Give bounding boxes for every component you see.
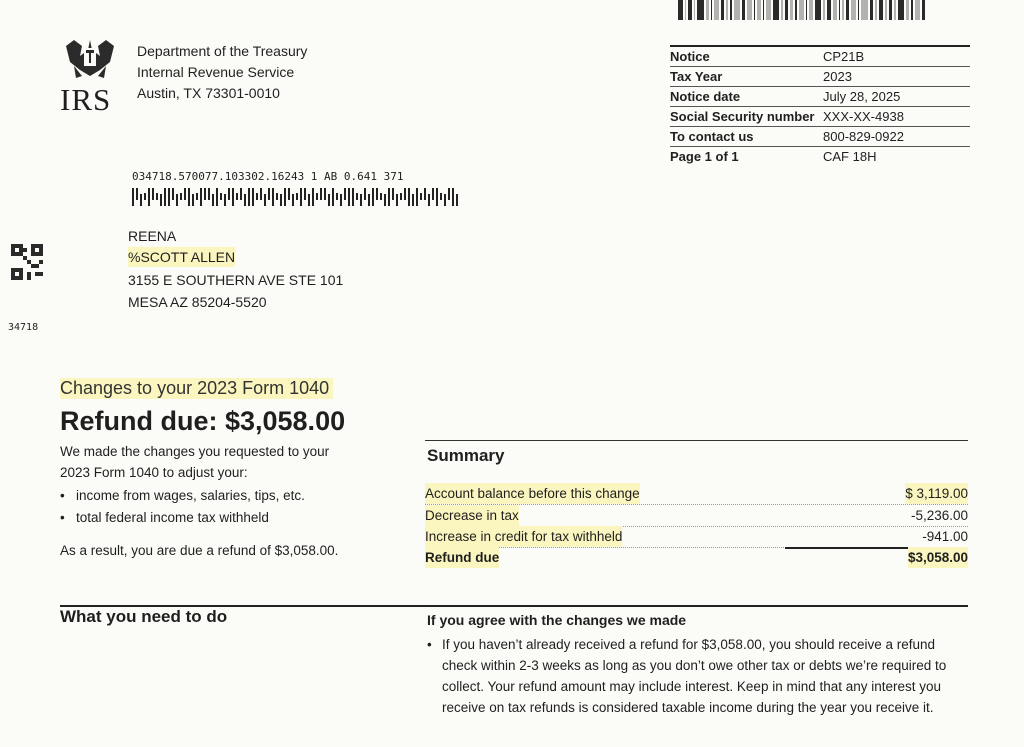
barcode-bar	[678, 0, 683, 20]
barcode-bar	[879, 0, 884, 20]
side-number: 34718	[8, 322, 39, 333]
postal-barcode	[132, 186, 497, 206]
summary-row	[425, 483, 968, 505]
barcode-bar	[911, 0, 913, 20]
agency-service: Internal Revenue Service	[137, 64, 295, 80]
barcode-bar	[296, 193, 298, 200]
barcode-bar	[711, 0, 713, 20]
refund-result-text: As a result, you are due a refund of $3,058.00.	[60, 543, 339, 558]
ssn-row	[670, 107, 970, 127]
barcode-bar	[795, 0, 797, 20]
what-to-do-title: What you need to do	[60, 607, 228, 626]
barcode-bar	[284, 188, 286, 206]
barcode-bar	[842, 0, 844, 20]
barcode-bar	[368, 194, 370, 206]
barcode-bar	[858, 0, 860, 20]
barcode-bar	[252, 188, 254, 206]
barcode-bar	[328, 194, 330, 206]
barcode-bar	[232, 188, 234, 206]
barcode-bar	[870, 0, 873, 20]
notice-date-row	[670, 87, 970, 107]
barcode-bar	[168, 188, 170, 206]
barcode-bar	[312, 188, 314, 206]
barcode-bar	[851, 0, 856, 20]
barcode-bar	[188, 188, 190, 206]
barcode-bar	[875, 0, 877, 20]
barcode-bar	[376, 188, 378, 200]
barcode-bar	[372, 188, 374, 206]
contact-label: To contact us	[670, 129, 754, 144]
barcode-bar	[757, 0, 760, 20]
barcode-bar	[260, 188, 262, 200]
barcode-bar	[348, 188, 350, 206]
intro-line-1: We made the changes you requested to your	[60, 444, 330, 459]
barcode-bar	[268, 188, 270, 200]
barcode-bar	[400, 193, 402, 200]
barcode-bar	[440, 193, 442, 200]
page-row	[670, 147, 970, 166]
list-item	[60, 508, 269, 528]
changes-title: Changes to your 2023 Form 1040	[60, 378, 333, 399]
barcode-bar	[436, 188, 438, 206]
recipient-city: MESA AZ 85204-5520	[128, 294, 267, 310]
caf-code: CAF 18H	[823, 149, 877, 164]
bullet-icon: •	[427, 637, 432, 652]
recipient-street: 3155 E SOUTHERN AVE STE 101	[128, 272, 344, 288]
barcode-bar	[280, 194, 282, 206]
irs-logo-text: IRS	[60, 82, 112, 117]
barcode-bar	[894, 0, 896, 20]
barcode-bar	[220, 193, 222, 200]
barcode-bar	[224, 194, 226, 206]
barcode-bar	[228, 188, 230, 200]
barcode-bar	[898, 0, 904, 20]
barcode-bar	[304, 188, 306, 200]
barcode-bar	[408, 188, 410, 206]
barcode-bar	[160, 194, 162, 206]
barcode-bar	[790, 0, 793, 20]
barcode-bar	[404, 188, 406, 200]
bullet-icon: •	[60, 488, 65, 503]
barcode-bar	[344, 188, 346, 200]
barcode-bar	[706, 0, 709, 20]
barcode-bar	[773, 0, 779, 20]
barcode-bar	[763, 0, 765, 20]
agency-department: Department of the Treasury	[137, 43, 308, 59]
barcode-bar	[799, 0, 804, 20]
agree-instructions	[427, 634, 957, 718]
barcode-bar	[714, 0, 719, 20]
summary-label: Increase in credit for tax withheld	[425, 526, 622, 547]
barcode-bar	[785, 0, 788, 20]
top-barcode	[678, 0, 1018, 20]
barcode-bar	[730, 0, 732, 20]
barcode-bar	[823, 0, 825, 20]
barcode-bar	[308, 194, 310, 206]
barcode-bar	[180, 193, 182, 200]
barcode-bar	[384, 194, 386, 206]
barcode-bar	[316, 193, 318, 200]
summary-top-rule	[425, 440, 968, 441]
mail-id: 034718.570077.103302.16243 1 AB 0.641 371	[132, 170, 404, 183]
barcode-bar	[332, 188, 334, 206]
barcode-bar	[156, 193, 158, 200]
barcode-bar	[364, 188, 366, 200]
summary-label: Decrease in tax	[425, 505, 519, 526]
barcode-bar	[340, 194, 342, 206]
barcode-bar	[240, 188, 242, 200]
barcode-bar	[416, 188, 418, 206]
barcode-bar	[320, 188, 322, 200]
barcode-bar	[172, 188, 174, 200]
barcode-bar	[889, 0, 892, 20]
barcode-bar	[248, 188, 250, 206]
barcode-bar	[747, 0, 752, 20]
barcode-bar	[448, 188, 450, 200]
tax-year-row	[670, 67, 970, 87]
barcode-bar	[152, 188, 154, 200]
barcode-bar	[164, 188, 166, 206]
barcode-bar	[432, 188, 434, 200]
barcode-bar	[140, 194, 142, 206]
barcode-bar	[144, 193, 146, 200]
barcode-bar	[200, 188, 202, 206]
barcode-bar	[726, 0, 728, 20]
notice-info-table	[670, 45, 970, 166]
barcode-bar	[276, 193, 278, 200]
barcode-bar	[906, 0, 909, 20]
notice-row	[670, 45, 970, 67]
summary-total-row	[425, 547, 968, 568]
summary-total-label: Refund due	[425, 547, 499, 568]
ssn-label: Social Security number	[670, 109, 815, 124]
barcode-bar	[734, 0, 740, 20]
barcode-bar	[272, 188, 274, 206]
barcode-bar	[833, 0, 836, 20]
bullet-icon: •	[60, 510, 65, 525]
barcode-bar	[216, 188, 218, 206]
barcode-bar	[412, 194, 414, 206]
intro-line-2: 2023 Form 1040 to adjust your:	[60, 465, 248, 480]
barcode-bar	[444, 194, 446, 206]
agree-title: If you agree with the changes we made	[427, 612, 687, 628]
barcode-bar	[428, 194, 430, 206]
list-item-text: total federal income tax withheld	[76, 510, 269, 525]
barcode-bar	[839, 0, 841, 20]
recipient-care-of: %SCOTT ALLEN	[128, 249, 236, 265]
notice-label: Notice	[670, 49, 710, 64]
barcode-bar	[420, 193, 422, 200]
barcode-bar	[336, 193, 338, 200]
barcode-bar	[292, 194, 294, 206]
barcode-bar	[688, 0, 691, 20]
barcode-bar	[815, 0, 821, 20]
barcode-bar	[360, 194, 362, 206]
barcode-bar	[392, 188, 394, 200]
barcode-bar	[196, 193, 198, 200]
recipient-name: REENA	[128, 228, 177, 244]
barcode-bar	[424, 188, 426, 200]
summary-title: Summary	[427, 446, 505, 465]
barcode-bar	[685, 0, 687, 20]
barcode-bar	[212, 194, 214, 206]
summary-amount: -941.00	[922, 529, 968, 544]
barcode-bar	[754, 0, 756, 20]
barcode-bar	[148, 188, 150, 206]
barcode-bar	[324, 188, 326, 200]
tax-year-value: 2023	[823, 69, 852, 84]
barcode-bar	[809, 0, 812, 20]
page-number: Page 1 of 1	[670, 149, 739, 164]
contact-phone: 800-829-0922	[823, 129, 904, 144]
barcode-bar	[184, 188, 186, 200]
notice-value: CP21B	[823, 49, 865, 64]
notice-date-label: Notice date	[670, 89, 741, 104]
barcode-bar	[244, 194, 246, 206]
barcode-bar	[885, 0, 887, 20]
list-item	[60, 486, 305, 506]
barcode-bar	[356, 193, 358, 200]
barcode-bar	[396, 194, 398, 206]
barcode-bar	[388, 188, 390, 206]
barcode-bar	[452, 188, 454, 206]
barcode-bar	[352, 188, 354, 206]
barcode-bar	[694, 0, 696, 20]
qr-code-icon	[11, 244, 43, 280]
summary-row	[425, 505, 968, 527]
barcode-bar	[132, 188, 134, 206]
barcode-bar	[861, 0, 867, 20]
contact-row	[670, 127, 970, 147]
barcode-bar	[922, 0, 925, 20]
barcode-bar	[721, 0, 724, 20]
barcode-bar	[176, 194, 178, 206]
barcode-bar	[208, 188, 210, 200]
list-item-text: income from wages, salaries, tips, etc.	[76, 488, 305, 503]
barcode-bar	[380, 193, 382, 200]
ssn-value: XXX-XX-4938	[823, 109, 904, 124]
summary-label: Account balance before this change	[425, 483, 640, 504]
summary-amount: $ 3,119.00	[905, 483, 968, 504]
barcode-bar	[915, 0, 920, 20]
barcode-bar	[300, 188, 302, 206]
barcode-bar	[806, 0, 808, 20]
refund-headline: Refund due: $3,058.00	[60, 406, 346, 436]
notice-date-value: July 28, 2025	[823, 89, 901, 104]
barcode-bar	[697, 0, 703, 20]
barcode-bar	[264, 194, 266, 206]
barcode-bar	[236, 193, 238, 200]
barcode-bar	[846, 0, 849, 20]
barcode-bar	[288, 188, 290, 200]
barcode-bar	[456, 194, 458, 206]
barcode-bar	[742, 0, 745, 20]
barcode-bar	[204, 188, 206, 200]
barcode-bar	[781, 0, 783, 20]
agree-text: If you haven’t already received a refund for $3,058.00, you should receive a refund check within 2-3 weeks as long as you don’t owe other tax or debts we’re required to collect. Your refund amount may include interest. Keep in mind that any interest you receive on tax refunds is considered taxable income during the year you receive it.	[442, 637, 947, 715]
summary-total-amount: $3,058.00	[908, 547, 968, 568]
barcode-bar	[136, 188, 138, 200]
agency-address: Austin, TX 73301-0010	[137, 85, 280, 101]
barcode-bar	[192, 194, 194, 206]
tax-year-label: Tax Year	[670, 69, 723, 84]
barcode-bar	[256, 193, 258, 200]
summary-amount: -5,236.00	[910, 508, 968, 523]
barcode-bar	[766, 0, 771, 20]
summary-row	[425, 526, 968, 548]
barcode-bar	[827, 0, 832, 20]
